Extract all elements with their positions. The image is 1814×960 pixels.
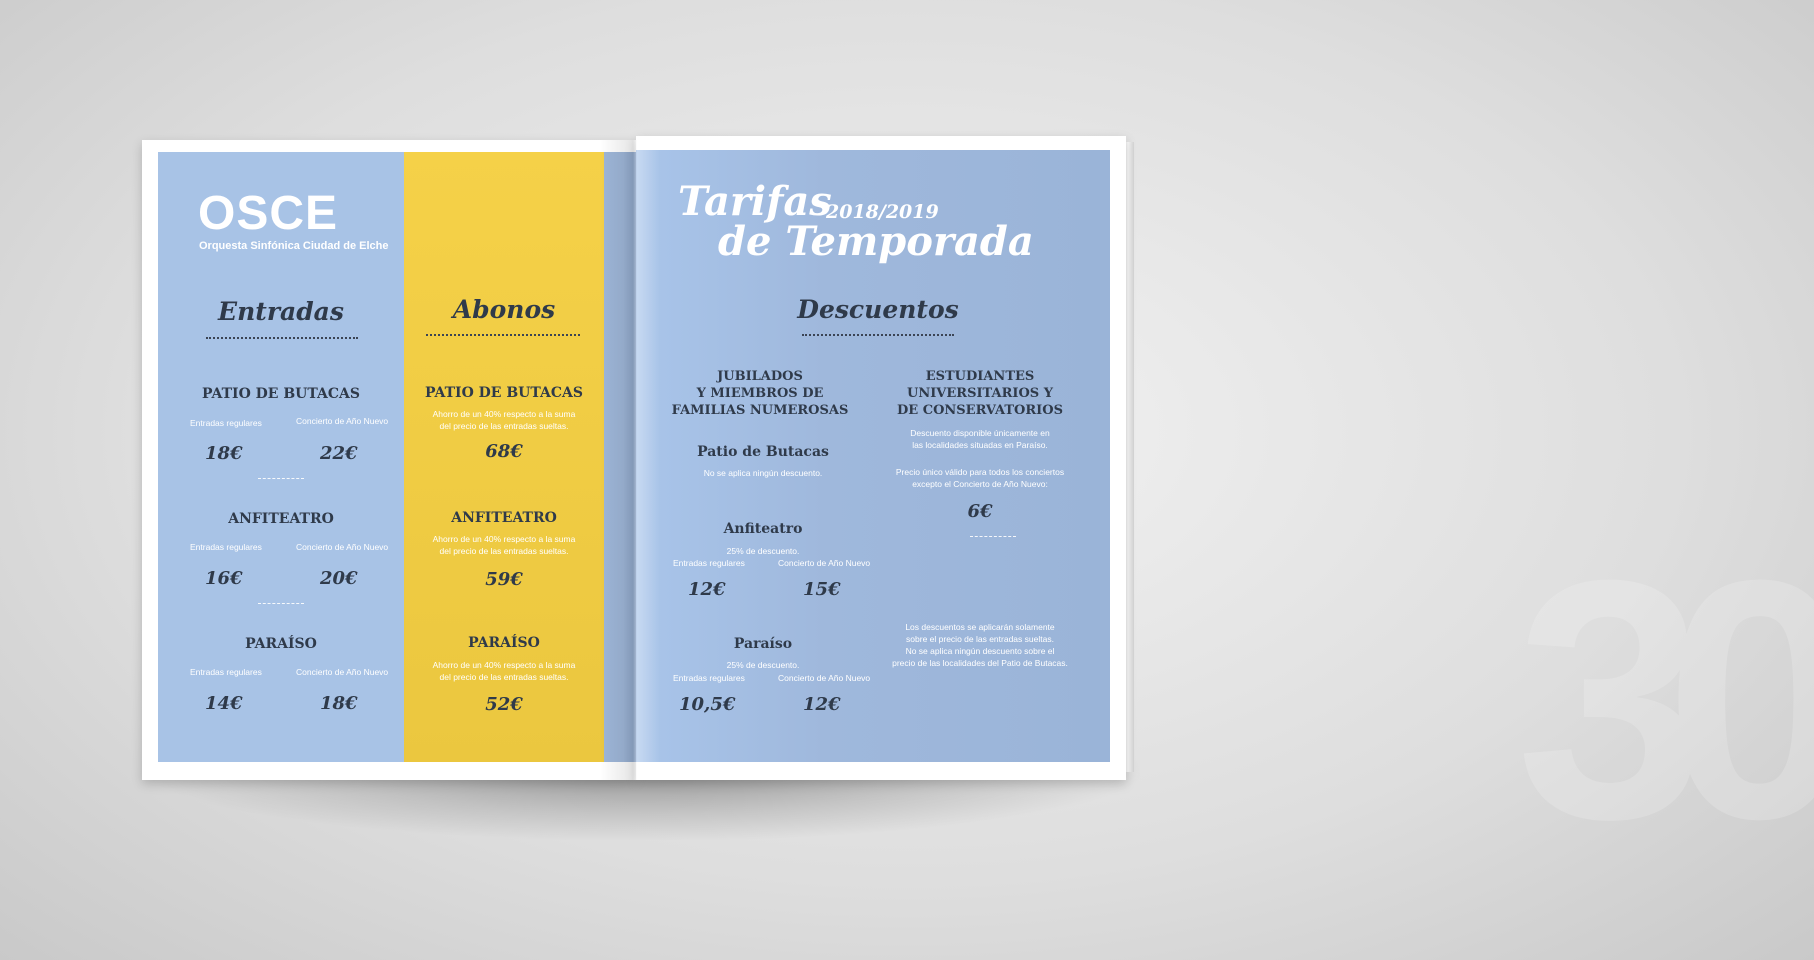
label-new-year: Concierto de Año Nuevo	[778, 673, 871, 683]
zone-divider	[258, 478, 304, 479]
price-new-year: 15€	[803, 579, 841, 600]
abonos-note-line: Ahorro de un 40% respecto a la suma	[432, 534, 576, 544]
price-new-year: 22€	[320, 443, 358, 464]
jubilados-title	[660, 368, 860, 419]
label-regular: Entradas regulares	[190, 542, 262, 552]
logo-subtitle: Orquesta Sinfónica Ciudad de Elche	[199, 240, 389, 252]
jubilados-zone-note: 25% de descuento.	[726, 546, 800, 556]
label-new-year: Concierto de Año Nuevo	[778, 558, 871, 568]
descuentos-heading: Descuentos	[797, 295, 959, 324]
descuentos-footnote	[880, 621, 1080, 669]
footnote-line: Los descuentos se aplicarán solamente	[905, 622, 1055, 632]
footnote-line: No se aplica ningún descuento sobre el	[905, 646, 1055, 656]
price-regular: 16€	[205, 568, 243, 589]
estudiantes-divider	[970, 536, 1016, 537]
price-new-year: 18€	[320, 693, 358, 714]
estudiantes-note	[880, 427, 1080, 451]
jubilados-zone-name: Paraíso	[733, 636, 793, 652]
abonos-price: 52€	[485, 694, 523, 715]
abonos-note	[404, 659, 604, 683]
zone-divider	[258, 603, 304, 604]
abonos-note-line: Ahorro de un 40% respecto a la suma	[432, 660, 576, 670]
abonos-note-line: del precio de las entradas sueltas.	[439, 672, 569, 682]
estudiantes-note-line: excepto el Concierto de Año Nuevo:	[912, 479, 1048, 489]
jubilados-title-line: Y MIEMBROS DE	[696, 386, 824, 401]
footnote-line: precio de las localidades del Patio de Butacas.	[892, 658, 1068, 668]
label-new-year: Concierto de Año Nuevo	[296, 542, 389, 552]
jubilados-zone-note: 25% de descuento.	[726, 660, 800, 670]
jubilados-zone-name: Anfiteatro	[723, 521, 803, 537]
abonos-price: 68€	[485, 441, 523, 462]
estudiantes-price: 6€	[967, 501, 993, 522]
entradas-divider	[206, 337, 358, 339]
gutter-panel	[604, 152, 636, 762]
price-new-year: 20€	[320, 568, 358, 589]
abonos-heading: Abonos	[452, 295, 556, 324]
label-new-year: Concierto de Año Nuevo	[296, 416, 389, 426]
big-number-watermark: 30	[1516, 510, 1814, 890]
price-regular: 14€	[205, 693, 243, 714]
estudiantes-title-line: ESTUDIANTES	[925, 369, 1035, 384]
label-regular: Entradas regulares	[190, 667, 262, 677]
price-regular: 12€	[688, 579, 726, 600]
label-new-year: Concierto de Año Nuevo	[296, 667, 389, 677]
price-regular: 18€	[205, 443, 243, 464]
price-new-year: 12€	[803, 694, 841, 715]
label-regular: Entradas regulares	[190, 418, 262, 428]
label-regular: Entradas regulares	[673, 558, 745, 568]
abonos-note-line: del precio de las entradas sueltas.	[439, 546, 569, 556]
estudiantes-title	[880, 368, 1080, 419]
jubilados-title-line: JUBILADOS	[717, 369, 803, 384]
estudiantes-note-line: Precio único válido para todos los conciertos	[895, 467, 1065, 477]
jubilados-zone-name: Patio de Butacas	[697, 444, 829, 460]
logo-mark: OSCE	[198, 187, 339, 240]
jubilados-zone-note: No se aplica ningún descuento.	[703, 468, 823, 478]
abonos-price: 59€	[485, 569, 523, 590]
title-season: 2018/2019	[826, 201, 939, 223]
abonos-zone-name: ANFITEATRO	[451, 510, 557, 526]
abonos-note	[404, 408, 604, 432]
abonos-note-line: Ahorro de un 40% respecto a la suma	[432, 409, 576, 419]
estudiantes-title-line: DE CONSERVATORIOS	[897, 403, 1063, 418]
abonos-divider	[426, 334, 580, 336]
title-line1: Tarifas	[678, 178, 832, 225]
entradas-heading: Entradas	[218, 297, 344, 326]
abonos-note-line: del precio de las entradas sueltas.	[439, 421, 569, 431]
entradas-zone-name: PATIO DE BUTACAS	[202, 386, 360, 402]
estudiantes-note	[880, 466, 1080, 490]
abonos-note	[404, 533, 604, 557]
price-regular: 10,5€	[679, 694, 736, 715]
estudiantes-title-line: UNIVERSITARIOS Y	[906, 386, 1054, 401]
title-line2: de Temporada	[718, 218, 1034, 265]
label-regular: Entradas regulares	[673, 673, 745, 683]
abonos-zone-name: PARAÍSO	[468, 635, 540, 651]
estudiantes-note-line: Descuento disponible únicamente en	[910, 428, 1050, 438]
entradas-zone-name: PARAÍSO	[245, 636, 317, 652]
footnote-line: sobre el precio de las entradas sueltas.	[906, 634, 1054, 644]
estudiantes-note-line: las localidades situadas en Paraíso.	[912, 440, 1048, 450]
jubilados-title-line: FAMILIAS NUMEROSAS	[671, 403, 849, 418]
entradas-zone-name: ANFITEATRO	[228, 511, 334, 527]
descuentos-divider	[802, 334, 954, 336]
abonos-zone-name: PATIO DE BUTACAS	[425, 385, 583, 401]
